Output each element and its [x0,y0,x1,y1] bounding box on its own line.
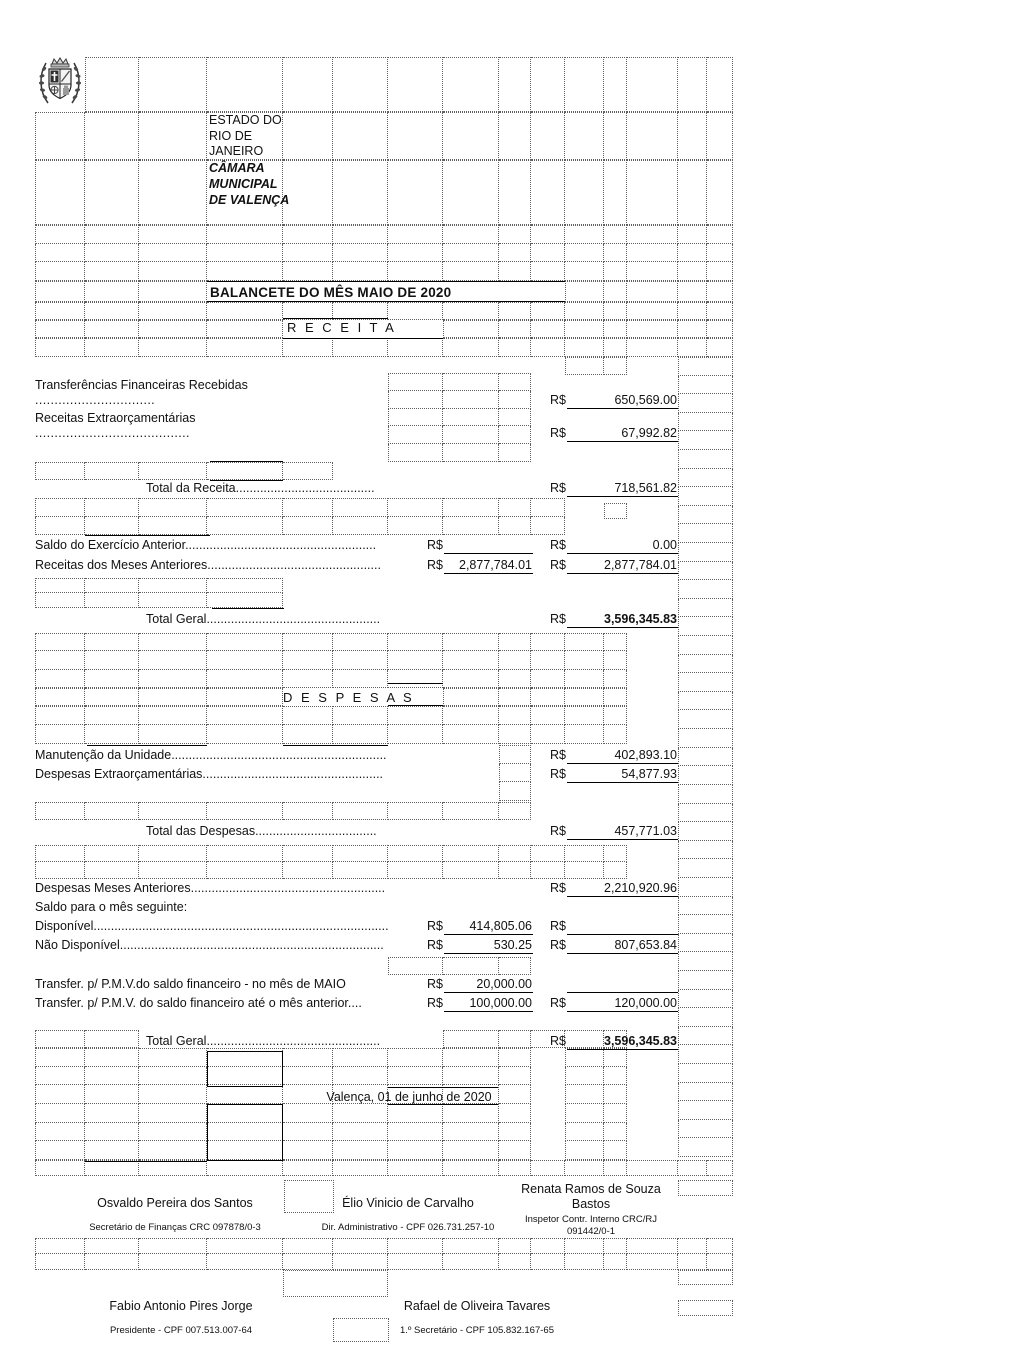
row-despesas_meses-amount-col2: 2,210,920.96 [604,881,677,895]
currency-symbol: R$ [550,558,566,572]
row-label-total_receita: Total da Receita........................................ [146,481,375,495]
row-label-receitas_extra: Receitas Extraorçamentárias [35,411,196,425]
currency-symbol: R$ [550,919,566,933]
row-label-nao_disponivel: Não Disponível............................................................................ [35,938,384,952]
date-line: Valença, 01 de junho de 2020 [326,1090,492,1104]
currency-symbol: R$ [427,919,443,933]
row-label-transfer_anterior: Transfer. p/ P.M.V. do saldo financeiro até o mês anterior.... [35,996,362,1010]
row-label-transferencias: Transferências Financeiras Recebidas [35,378,248,392]
currency-symbol: R$ [550,426,566,440]
row-receitas_extra-amount-col2: 67,992.82 [621,426,677,440]
row-label-transfer_maio: Transfer. p/ P.M.V.do saldo financeiro - no mês de MAIO [35,977,346,991]
row-label-manutencao: Manutenção da Unidade.............................................................. [35,748,387,762]
row-leader-transferencias: ............................... [35,393,156,407]
section-heading-despesas: D E S P E S A S [283,690,415,705]
row-receitas_meses-amount-col2: 2,877,784.01 [604,558,677,572]
row-label-despesas_extra: Despesas Extraorçamentárias.................................................... [35,767,384,781]
signature-role-dir_administrativo: Dir. Administrativo - CPF 026.731.257-10 [321,1222,495,1233]
currency-symbol: R$ [550,1034,566,1048]
row-label-saldo_seguinte: Saldo para o mês seguinte: [35,900,188,914]
currency-symbol: R$ [550,938,566,952]
currency-symbol: R$ [550,824,566,838]
signature-role-secretario_financas: Secretário de Finanças CRC 097878/0-3 [89,1222,261,1233]
row-label-despesas_meses: Despesas Meses Anteriores........................................................ [35,881,386,895]
signature-role-inspetor_controle: Inspetor Contr. Interno CRC/RJ 091442/0-1 [525,1214,657,1237]
row-transferencias-amount-col2: 650,569.00 [614,393,677,407]
row-label-receitas_meses: Receitas dos Meses Anteriores.................................................. [35,558,381,572]
currency-symbol: R$ [550,767,566,781]
row-nao_disponivel-amount-col1: 530.25 [493,938,532,952]
report-title: BALANCETE DO MÊS MAIO DE 2020 [210,285,452,300]
header-state: ESTADO DO RIO DE JANEIRO [209,113,282,158]
row-transfer_maio-amount-col1: 20,000.00 [476,977,532,991]
currency-symbol: R$ [427,938,443,952]
signature-name-inspetor_controle: Renata Ramos de Souza Bastos [521,1182,661,1211]
row-label-total_despesas: Total das Despesas................................... [146,824,377,838]
row-label-saldo_exercicio: Saldo do Exercício Anterior....................................................... [35,538,377,552]
signature-name-primeiro_secretario: Rafael de Oliveira Tavares [403,1299,551,1313]
currency-symbol: R$ [550,612,566,626]
currency-symbol: R$ [427,996,443,1010]
signature-name-presidente: Fabio Antonio Pires Jorge [109,1299,253,1313]
row-manutencao-amount-col2: 402,893.10 [614,748,677,762]
row-disponivel-amount-col1: 414,805.06 [469,919,532,933]
currency-symbol: R$ [427,538,443,552]
row-total_geral_2-amount-col2: 3,596,345.83 [604,1034,677,1048]
row-leader-receitas_extra: ........................................ [35,426,190,440]
signature-name-dir_administrativo: Élio Vinicio de Carvalho [342,1196,474,1210]
signature-role-presidente: Presidente - CPF 007.513.007-64 [109,1325,253,1336]
row-total_receita-amount-col2: 718,561.82 [614,481,677,495]
row-nao_disponivel-amount-col2: 807,653.84 [614,938,677,952]
currency-symbol: R$ [550,538,566,552]
signature-name-secretario_financas: Osvaldo Pereira dos Santos [97,1196,253,1210]
currency-symbol: R$ [550,481,566,495]
currency-symbol: R$ [427,977,443,991]
row-transfer_anterior-amount-col1: 100,000.00 [469,996,532,1010]
currency-symbol: R$ [427,558,443,572]
row-label-total_geral_2: Total Geral.................................................. [146,1034,381,1048]
signature-role-primeiro_secretario: 1.º Secretário - CPF 105.832.167-65 [400,1325,554,1336]
section-heading-receita: R E C E I T A [287,320,397,335]
row-total_geral_1-amount-col2: 3,596,345.83 [604,612,677,626]
row-transfer_anterior-amount-col2: 120,000.00 [614,996,677,1010]
row-despesas_extra-amount-col2: 54,877.93 [621,767,677,781]
currency-symbol: R$ [550,996,566,1010]
row-saldo_exercicio-amount-col2: 0.00 [652,538,677,552]
header-organization: CÂMARA MUNICIPAL DE VALENÇA [209,161,290,207]
row-label-total_geral_1: Total Geral.................................................. [146,612,381,626]
currency-symbol: R$ [550,881,566,895]
row-receitas_meses-amount-col1: 2,877,784.01 [459,558,532,572]
currency-symbol: R$ [550,748,566,762]
row-total_despesas-amount-col2: 457,771.03 [614,824,677,838]
currency-symbol: R$ [550,393,566,407]
row-label-disponivel: Disponível..................................................................................... [35,919,389,933]
